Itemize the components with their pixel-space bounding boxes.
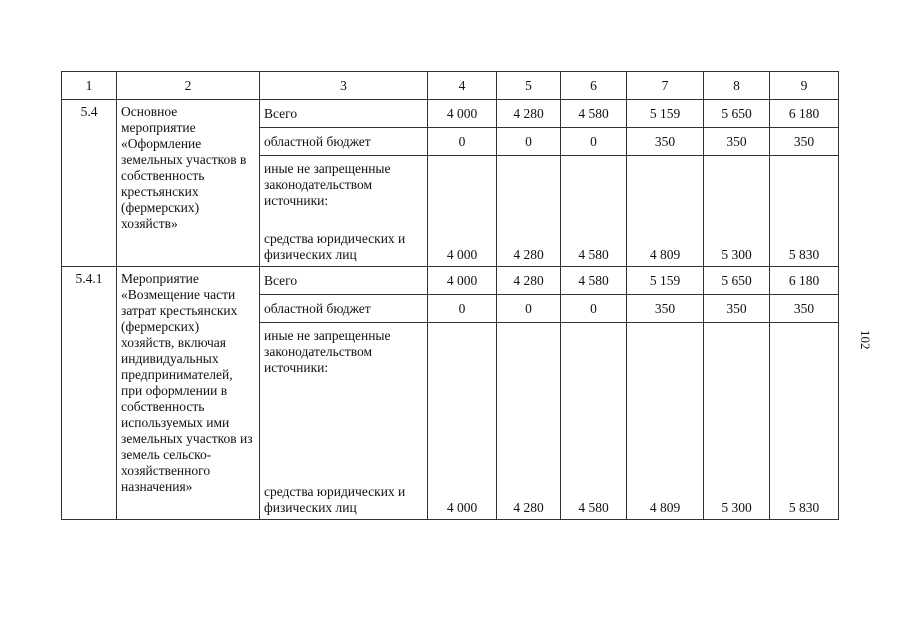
total-label: Всего: [260, 100, 428, 128]
value-cell: 5 159: [627, 100, 704, 128]
value-cell: 5 300: [704, 156, 770, 267]
value-cell: 350: [770, 295, 839, 323]
value-cell: 0: [428, 128, 497, 156]
value-cell: 5 159: [627, 267, 704, 295]
header-cell: 7: [627, 72, 704, 100]
item-name: Мероприятие «Возмещение части затрат крестьянских (фермерских) хозяйств, включая индивидуальных предпринимателей, при оформлении в собственность используемых ими земельных участков из земель сельско-хозяйственного назначения»: [117, 267, 260, 520]
value-cell: 0: [497, 128, 561, 156]
budget-table: [61, 71, 839, 520]
value-cell: 5 830: [770, 323, 839, 520]
value-cell: 0: [561, 295, 627, 323]
value-cell: 4 580: [561, 267, 627, 295]
header-row: [62, 72, 839, 100]
value-cell: 4 580: [561, 156, 627, 267]
value-cell: 4 000: [428, 267, 497, 295]
value-cell: 4 280: [497, 100, 561, 128]
value-cell: 5 300: [704, 323, 770, 520]
header-cell: 2: [117, 72, 260, 100]
value-cell: 4 000: [428, 156, 497, 267]
header-cell: 3: [260, 72, 428, 100]
legal-entities-label: средства юридических и физических лиц: [264, 231, 406, 262]
header-cell: 9: [770, 72, 839, 100]
value-cell: 4 280: [497, 323, 561, 520]
value-cell: 4 280: [497, 156, 561, 267]
budget-label: областной бюджет: [260, 295, 428, 323]
value-cell: 350: [627, 128, 704, 156]
value-cell: 5 650: [704, 267, 770, 295]
item-name: Основное мероприятие «Оформление земельных участков в собственность крестьянских (фермерских) хозяйств»: [117, 100, 260, 267]
item-code: 5.4: [62, 100, 117, 267]
value-cell: 350: [704, 295, 770, 323]
value-cell: 0: [497, 295, 561, 323]
value-cell: 350: [770, 128, 839, 156]
value-cell: 4 280: [497, 267, 561, 295]
value-cell: 6 180: [770, 267, 839, 295]
item-code: 5.4.1: [62, 267, 117, 520]
header-cell: 6: [561, 72, 627, 100]
header-cell: 5: [497, 72, 561, 100]
other-sources-cell: [260, 323, 428, 520]
table-row: [62, 267, 839, 295]
table-row: [62, 100, 839, 128]
page-number: 102: [858, 330, 873, 350]
value-cell: 4 809: [627, 323, 704, 520]
header-cell: 8: [704, 72, 770, 100]
value-cell: 4 000: [428, 100, 497, 128]
value-cell: 350: [704, 128, 770, 156]
value-cell: 4 809: [627, 156, 704, 267]
legal-entities-label: средства юридических и физических лиц: [264, 484, 406, 515]
value-cell: 5 650: [704, 100, 770, 128]
other-sources-cell: [260, 156, 428, 267]
value-cell: 4 000: [428, 323, 497, 520]
header-cell: 1: [62, 72, 117, 100]
value-cell: 350: [627, 295, 704, 323]
value-cell: 4 580: [561, 100, 627, 128]
value-cell: 0: [561, 128, 627, 156]
value-cell: 4 580: [561, 323, 627, 520]
value-cell: 5 830: [770, 156, 839, 267]
budget-label: областной бюджет: [260, 128, 428, 156]
header-cell: 4: [428, 72, 497, 100]
value-cell: 0: [428, 295, 497, 323]
other-sources-label: иные не запрещенные законодательством источники:: [264, 328, 391, 375]
total-label: Всего: [260, 267, 428, 295]
value-cell: 6 180: [770, 100, 839, 128]
other-sources-label: иные не запрещенные законодательством источники:: [264, 161, 391, 208]
